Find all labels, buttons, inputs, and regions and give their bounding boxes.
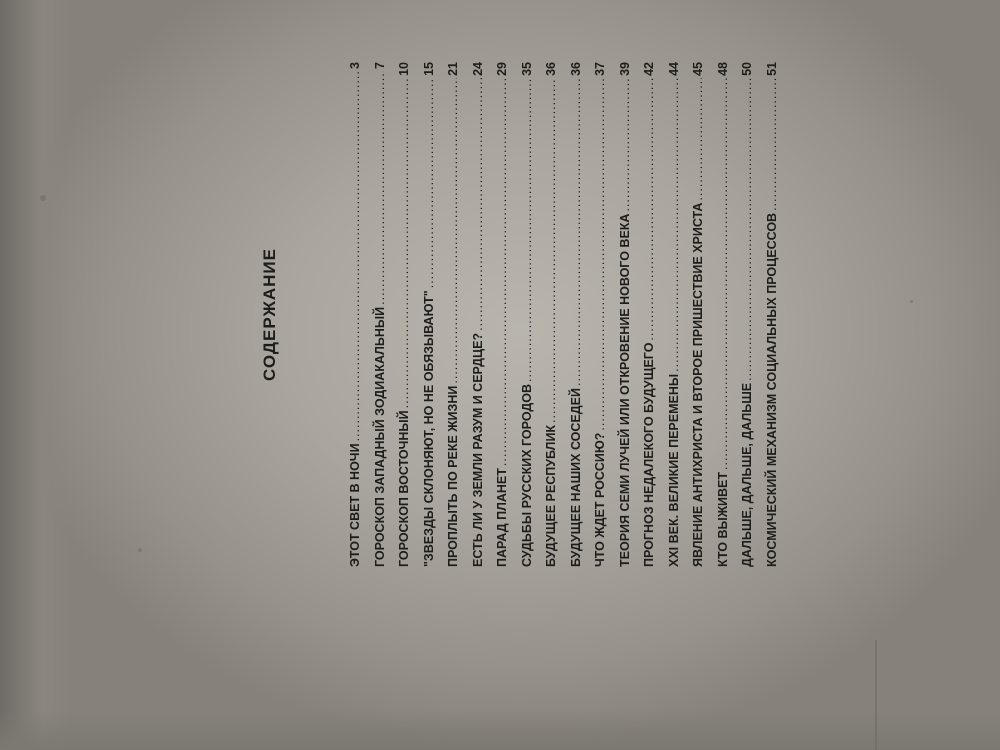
toc-entry-page: 45	[691, 62, 705, 76]
paper-crease	[875, 640, 877, 750]
toc-leader-dots	[397, 78, 411, 408]
toc-entry	[495, 62, 520, 567]
toc-entry	[520, 62, 545, 567]
toc-entry	[642, 62, 667, 567]
toc-heading: СОДЕРЖАНИЕ	[260, 248, 279, 381]
toc-entry	[667, 62, 692, 567]
toc-entry	[471, 62, 496, 567]
paper-speck	[910, 300, 913, 303]
toc-entry-page: 39	[617, 62, 632, 76]
toc-entry	[691, 62, 716, 567]
toc-entry-label: "ЗВЕЗДЫ СКЛОНЯЮТ, НО НЕ ОБЯЗЫВАЮТ"	[421, 290, 436, 567]
toc-entry-page: 10	[397, 62, 411, 76]
toc-entry-page: 29	[495, 62, 509, 76]
toc-entry-label: XXI ВЕК. ВЕЛИКИЕ ПЕРЕМЕНЫ	[666, 373, 681, 567]
toc-entry-label: ЯВЛЕНИЕ АНТИХРИСТА И ВТОРОЕ ПРИШЕСТВИЕ ХРИСТА	[691, 202, 705, 567]
toc-entry	[397, 62, 422, 567]
toc-leader-dots	[716, 78, 730, 470]
toc-leader-dots	[373, 71, 387, 305]
toc-entry-label: БУДУЩЕЕ НАШИХ СОСЕДЕЙ	[568, 388, 583, 567]
toc-entry-page: 44	[666, 62, 681, 76]
toc-entry-page: 37	[593, 62, 607, 76]
toc-leader-dots	[765, 78, 779, 211]
toc-entry-label: ЧТО ЖДЕТ РОССИЮ?	[593, 432, 607, 567]
toc-entry-label: ПАРАД ПЛАНЕТ	[495, 468, 509, 567]
toc-leader-dots	[642, 78, 656, 341]
paper-speck	[40, 195, 46, 201]
toc-leader-dots	[495, 78, 509, 466]
toc-leader-dots	[446, 78, 460, 384]
toc-list	[348, 62, 789, 567]
toc-entry	[446, 62, 471, 567]
toc-entry-label: ЭТОТ СВЕТ В НОЧИ	[348, 443, 362, 567]
toc-entry-label: ТЕОРИЯ СЕМИ ЛУЧЕЙ ИЛИ ОТКРОВЕНИЕ НОВОГО ВЕКА	[617, 213, 632, 567]
toc-entry-label: ГОРОСКОП ВОСТОЧНЫЙ	[397, 410, 411, 567]
toc-entry-label: ПРОПЛЫТЬ ПО РЕКЕ ЖИЗНИ	[446, 385, 460, 567]
toc-entry	[422, 62, 447, 567]
toc-entry	[740, 62, 765, 567]
toc-entry-label: КТО ВЫЖИВЕТ	[715, 471, 730, 567]
toc-entry-label: КОСМИЧЕСКИЙ МЕХАНИЗМ СОЦИАЛЬНЫХ ПРОЦЕССОВ	[764, 212, 779, 567]
toc-leader-dots	[593, 78, 607, 431]
toc-leader-dots	[348, 71, 362, 441]
toc-entry-page: 24	[470, 62, 485, 76]
toc-entry	[765, 62, 790, 567]
toc-leader-dots	[667, 78, 681, 372]
toc-entry-label: СУДЬБЫ РУССКИХ ГОРОДОВ	[519, 383, 534, 567]
toc-leader-dots	[618, 78, 632, 212]
toc-entry-label: ДАЛЬШЕ, ДАЛЬШЕ, ДАЛЬШЕ	[740, 382, 754, 567]
toc-entry	[373, 62, 398, 567]
toc-entry-page: 48	[715, 62, 730, 76]
toc-leader-dots	[691, 78, 705, 201]
toc-entry-page: 3	[348, 62, 362, 69]
toc-entry	[716, 62, 741, 567]
toc-entry-page: 36	[544, 62, 558, 76]
toc-entry-page: 21	[446, 62, 460, 76]
toc-entry-page: 50	[740, 62, 754, 76]
toc-leader-dots	[544, 78, 558, 423]
toc-entry-page: 15	[421, 62, 436, 76]
toc-entry-page: 42	[642, 62, 656, 76]
toc-leader-dots	[569, 78, 583, 386]
table-of-contents	[260, 62, 779, 567]
toc-entry-page: 7	[372, 62, 387, 69]
toc-entry	[569, 62, 594, 567]
toc-leader-dots	[471, 78, 485, 331]
page-fold-shadow	[0, 0, 70, 750]
toc-entry	[544, 62, 569, 567]
toc-entry	[348, 62, 373, 567]
toc-entry-page: 35	[519, 62, 534, 76]
toc-entry-page: 36	[568, 62, 583, 76]
page-bottom-edge	[0, 710, 1000, 750]
toc-entry	[618, 62, 643, 567]
toc-entry-label: ПРОГНОЗ НЕДАЛЕКОГО БУДУЩЕГО	[642, 342, 656, 567]
toc-entry-label: ГОРОСКОП ЗАПАДНЫЙ ЗОДИАКАЛЬНЫЙ	[372, 306, 387, 567]
toc-entry-label: ЕСТЬ ЛИ У ЗЕМЛИ РАЗУМ И СЕРДЦЕ?	[470, 332, 485, 567]
toc-leader-dots	[740, 78, 754, 381]
toc-leader-dots	[422, 78, 436, 288]
toc-entry	[593, 62, 618, 567]
paper-speck	[138, 548, 142, 552]
toc-entry-page: 51	[764, 62, 779, 76]
toc-entry-label: БУДУЩЕЕ РЕСПУБЛИК	[544, 424, 558, 567]
toc-leader-dots	[520, 78, 534, 382]
